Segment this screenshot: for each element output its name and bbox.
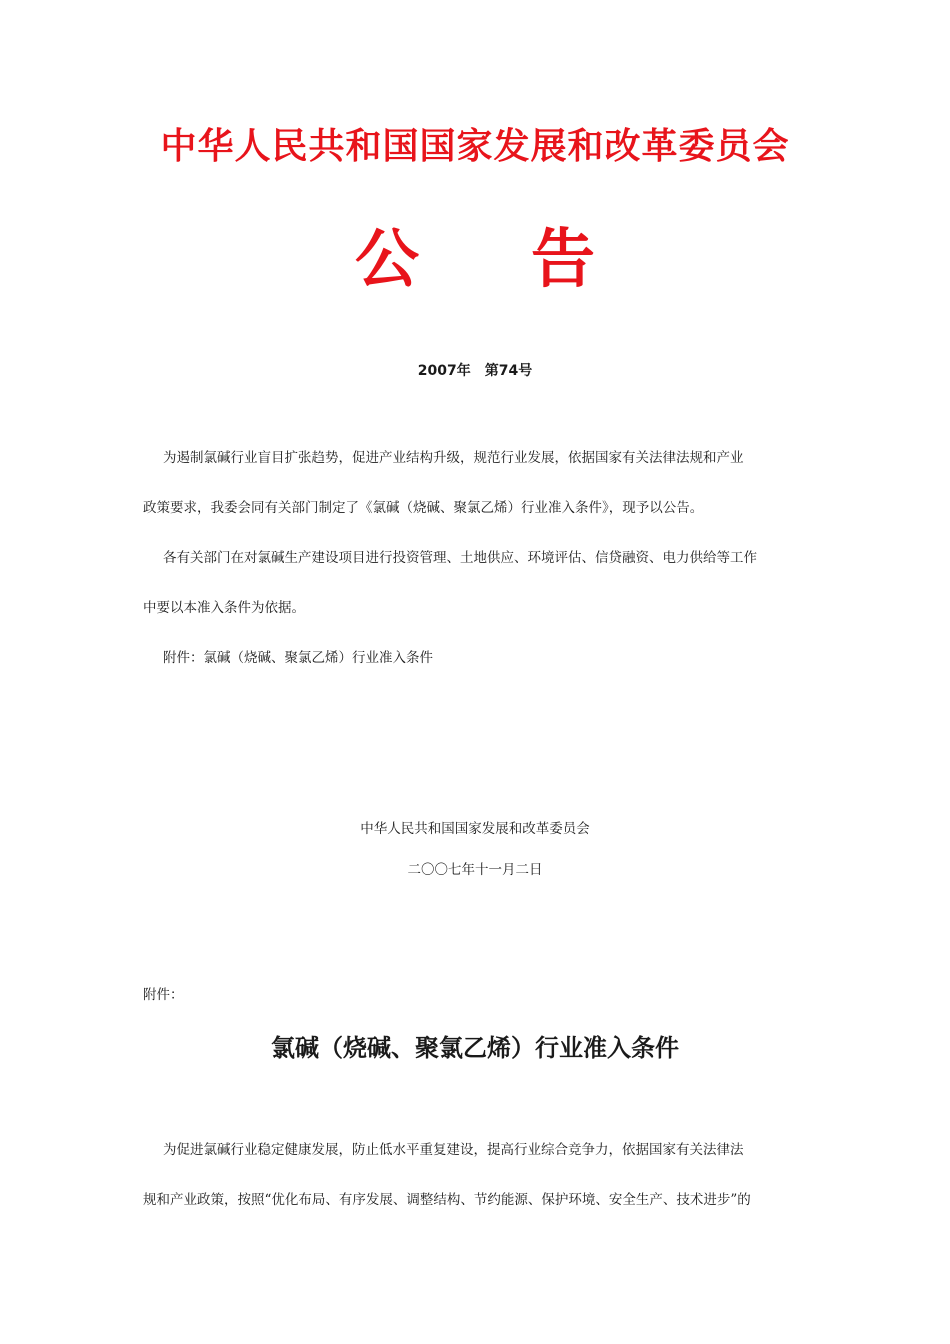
notice-title — [355, 208, 595, 300]
attachment-p1-line1: 为促进氯碱行业稳定健康发展，防止低水平重复建设，提高行业综合竞争力，依据国家有关法律法 — [163, 1142, 744, 1158]
body-p3-attachment-note: 附件：氯碱（烧碱、聚氯乙烯）行业准入条件 — [163, 650, 433, 666]
body-p1-line1: 为遏制氯碱行业盲目扩张趋势，促进产业结构升级，规范行业发展，依据国家有关法律法规和产业 — [163, 450, 744, 466]
attachment-label: 附件： — [143, 987, 184, 1003]
doc-number: 2007年 第74号 — [417, 363, 533, 379]
attachment-title: 氯碱（烧碱、聚氯乙烯）行业准入条件 — [271, 1034, 679, 1062]
body-p2-line1: 各有关部门在对氯碱生产建设项目进行投资管理、土地供应、环境评估、信贷融资、电力供给等工作 — [163, 550, 757, 566]
body-p1-line2: 政策要求，我委会同有关部门制定了《氯碱（烧碱、聚氯乙烯）行业准入条件》，现予以公告。 — [143, 500, 704, 516]
notice-char-gong: 公 — [355, 223, 419, 297]
body-p2-line2: 中要以本准入条件为依据。 — [143, 600, 305, 616]
notice-char-gao: 告 — [531, 223, 595, 297]
header-org-title: 中华人民共和国国家发展和改革委员会 — [160, 126, 790, 167]
signature-date: 二〇〇七年十一月二日 — [407, 862, 543, 878]
signature-org: 中华人民共和国国家发展和改革委员会 — [360, 821, 590, 837]
attachment-p1-line2: 规和产业政策，按照“优化布局、有序发展、调整结构、节约能源、保护环境、安全生产、技术进步”的 — [143, 1192, 751, 1208]
